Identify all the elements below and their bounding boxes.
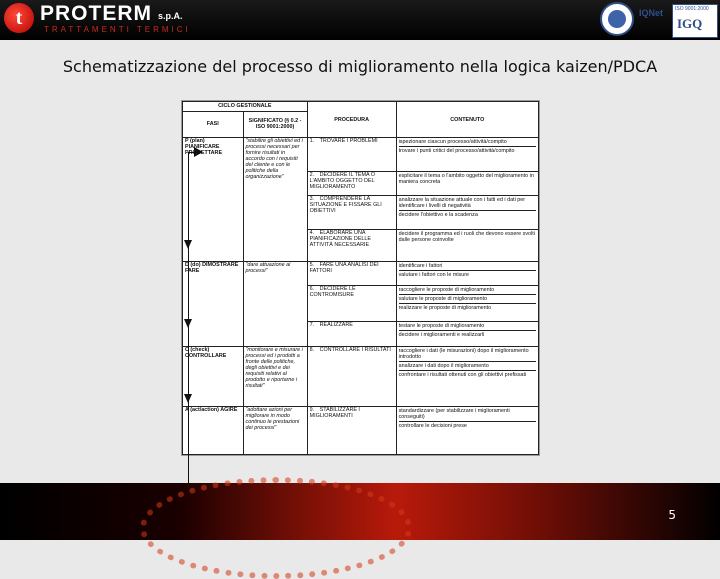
- table-row: [183, 262, 539, 286]
- contenuto-line: decidere i miglioramenti e realizzarli: [398, 332, 485, 339]
- significato-cell: "adottare azioni per migliorare in modo continuo le prestazioni dei processi": [243, 406, 307, 454]
- procedura-cell: [307, 138, 396, 172]
- step-text: ELABORARE UNA PIANIFICAZIONE DELLE ATTIVITÀ NECESSARIE: [309, 229, 372, 248]
- contenuto-cell: [396, 346, 538, 406]
- step-number: 8.: [309, 346, 315, 353]
- procedura-cell: [307, 346, 396, 406]
- contenuto-line: testare le proposte di miglioramento: [399, 322, 536, 331]
- down-arrow-icon: [188, 160, 189, 240]
- contenuto-line: esplicitare il tema o l'ambito oggetto del miglioramento in maniera concreta: [398, 172, 534, 185]
- igq-logo: [672, 4, 718, 38]
- iqnet-label: IQNet: [639, 8, 664, 18]
- brand-tagline: TRATTAMENTI TERMICI: [44, 25, 191, 34]
- step-number: 1.: [309, 138, 315, 145]
- step-text: CONTROLLARE I RISULTATI: [319, 346, 391, 353]
- step-number: 4.: [309, 229, 315, 236]
- contenuto-line: decidere l'obiettivo e la scadenza: [398, 211, 478, 218]
- significato-cell: "stabilire gli obiettivi ed i processi necessari per fornire risultati in accordo con i requisiti del cliente e con le politiche della organizzazione": [243, 138, 307, 262]
- arrowhead-icon: [184, 319, 192, 328]
- procedura-cell: [307, 171, 396, 195]
- contenuto-line: confrontare i risultati ottenuti con gli obiettivi prefissati: [398, 371, 527, 378]
- significato-cell: "dare attuazione ai processi": [243, 262, 307, 346]
- table-row: [183, 346, 539, 406]
- fase-label: D (do) DIMOSTRARE FARE: [185, 262, 239, 275]
- significato-header: SIGNIFICATO (§ 0.2 - ISO 9001:2000): [243, 111, 307, 138]
- certification-seal-icon: [600, 2, 634, 36]
- contenuto-line: ispezionare ciascun processo/attività/compito: [399, 138, 536, 147]
- contenuto-cell: [396, 406, 538, 454]
- brand-name: PROTERM: [40, 2, 152, 25]
- step-text: REALIZZARE: [319, 322, 353, 329]
- fase-cell: [183, 138, 244, 262]
- ciclo-header: CICLO GESTIONALE: [183, 102, 308, 112]
- contenuto-line: standardizzare (per stabilizzare i miglioramenti conseguiti): [399, 407, 536, 422]
- contenuto-line: analizzare la situazione attuale con i fatti ed i dati per identificare i livelli di negatività: [399, 196, 536, 211]
- step-number: 3.: [309, 195, 315, 202]
- contenuto-line: analizzare i dati dopo il miglioramento: [399, 362, 536, 371]
- contenuto-cell: [396, 229, 538, 262]
- contenuto-line: raccogliere le proposte di miglioramento: [399, 286, 536, 295]
- contenuto-line: raccogliere i dati (le misurazioni) dopo il miglioramento introdotto: [399, 347, 536, 362]
- down-arrow-icon: [188, 369, 189, 394]
- procedura-cell: [307, 262, 396, 286]
- fase-cell: [183, 406, 244, 454]
- header-bar: [0, 0, 720, 40]
- procedura-cell: [307, 322, 396, 346]
- arrowhead-icon: [184, 394, 192, 403]
- fasi-header: FASI: [183, 111, 244, 138]
- table-row: [183, 406, 539, 454]
- fase-cell: [183, 346, 244, 406]
- contenuto-line: trovare i punti critici del processo/attività/compito: [398, 148, 515, 155]
- contenuto-cell: [396, 286, 538, 322]
- contenuto-line: valutare i fattori con le misure: [398, 272, 470, 279]
- step-number: 2.: [309, 171, 315, 178]
- contenuto-line: controllare le decisioni prese: [398, 422, 467, 429]
- procedura-header: PROCEDURA: [307, 102, 396, 138]
- procedura-cell: [307, 286, 396, 322]
- slide-title: Schematizzazione del processo di miglioramento nella logica kaizen/PDCA: [62, 57, 658, 76]
- contenuto-cell: [396, 262, 538, 286]
- contenuto-header: CONTENUTO: [396, 102, 538, 138]
- brand-suffix: s.p.A.: [158, 11, 183, 21]
- procedura-cell: [307, 406, 396, 454]
- proterm-logo-icon: t: [4, 3, 34, 33]
- procedura-cell: [307, 229, 396, 262]
- fase-label: C (check) CONTROLLARE: [185, 346, 227, 359]
- step-text: COMPRENDERE LA SITUAZIONE E FISSARE GLI OBIETTIVI: [309, 195, 382, 214]
- contenuto-cell: [396, 195, 538, 229]
- iso-label: ISO 9001:2000: [675, 6, 709, 12]
- contenuto-cell: [396, 171, 538, 195]
- down-arrow-icon: [188, 284, 189, 319]
- step-number: 7.: [309, 322, 315, 329]
- step-number: 9.: [309, 406, 315, 413]
- step-text: DECIDERE IL TEMA O L'AMBITO OGGETTO DEL MIGLIORAMENTO: [309, 171, 376, 190]
- pdca-table-image: [181, 100, 540, 456]
- arrowhead-icon: [184, 240, 192, 249]
- step-number: 6.: [309, 286, 315, 293]
- gear-decoration-icon: [140, 477, 412, 579]
- table-row: [183, 138, 539, 172]
- contenuto-line: identificare i fattori: [399, 262, 536, 271]
- pdca-table: [182, 101, 539, 455]
- step-text: DECIDERE LE CONTROMISURE: [309, 286, 356, 299]
- step-text: TROVARE I PROBLEMI: [319, 138, 378, 145]
- page-number: 5: [668, 508, 676, 522]
- contenuto-line: realizzare le proposte di miglioramento: [398, 305, 492, 312]
- fase-cell: [183, 262, 244, 346]
- step-text: FARE UNA ANALISI DEI FATTORI: [309, 262, 379, 275]
- fase-label: A (act/action) AGIRE: [185, 406, 238, 413]
- step-number: 5.: [309, 262, 315, 269]
- fase-label: P (plan) PIANIFICARE PROGETTARE: [185, 138, 223, 157]
- contenuto-line: decidere il programma ed i ruoli che devono essere svolti dalle persone coinvolte: [398, 230, 535, 243]
- footer-bar: [0, 483, 720, 540]
- procedura-cell: [307, 195, 396, 229]
- significato-cell: "monitorare e misurare i processi ed i prodotti a fronte delle politiche, degli obiettivi e dei requisiti relativi al prodotto e riportarne i risultati": [243, 346, 307, 406]
- igq-label: IGQ: [677, 16, 703, 31]
- contenuto-line: valutare le proposte di miglioramento: [399, 295, 536, 304]
- step-text: STABILIZZARE I MIGLIORAMENTI: [309, 406, 360, 419]
- contenuto-cell: [396, 322, 538, 346]
- contenuto-cell: [396, 138, 538, 172]
